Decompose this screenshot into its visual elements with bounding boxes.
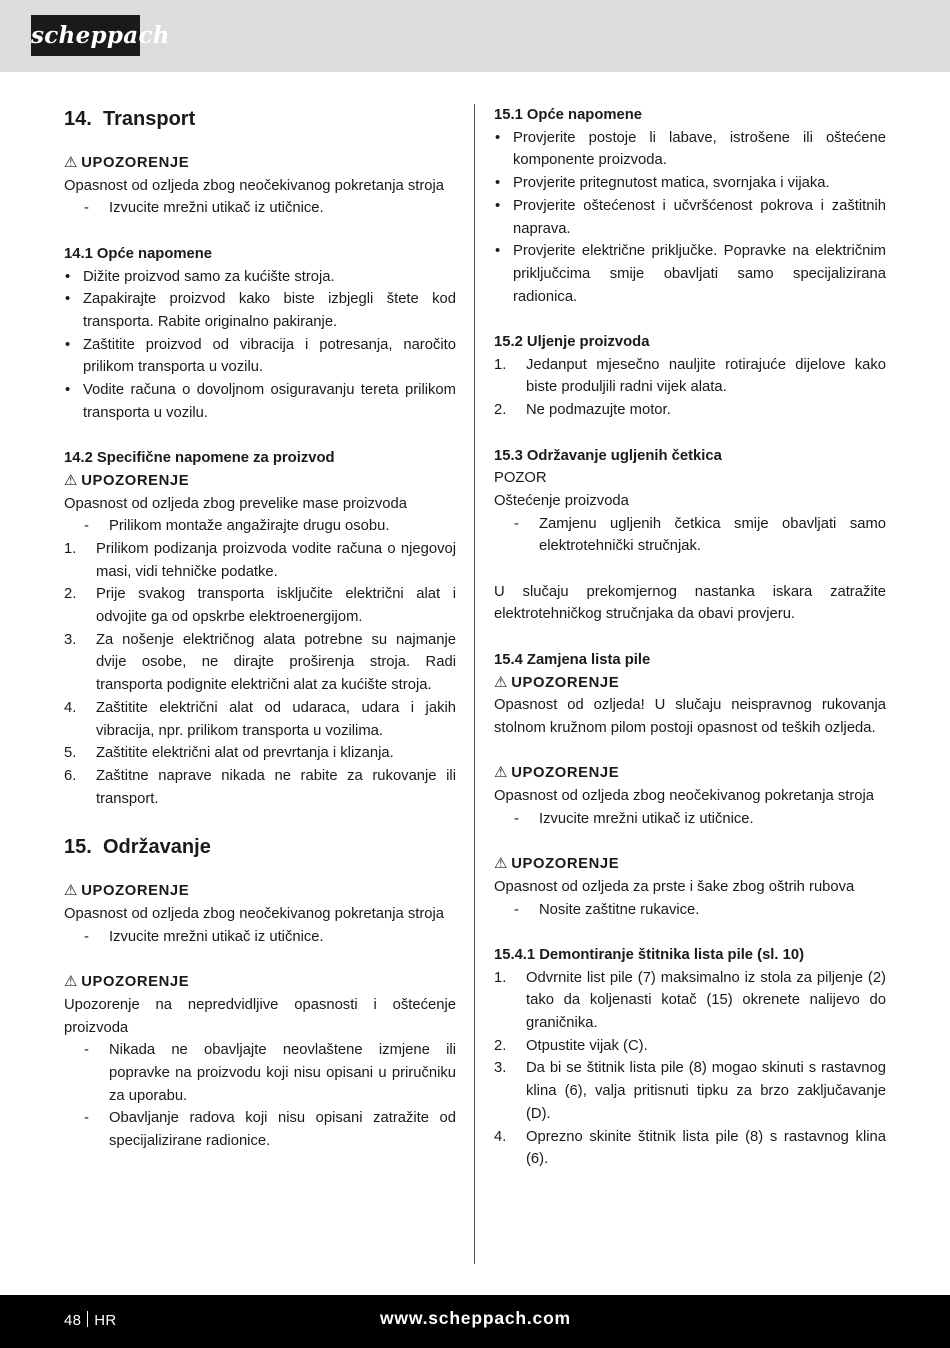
numbered-item xyxy=(64,742,456,765)
caution-text: Oštećenje proizvoda xyxy=(494,492,629,509)
warning-label-text: UPOZORENJE xyxy=(511,765,620,782)
bullet-item: • Provjerite postoje li labave, istrošene ili oštećene komponente proizvoda. xyxy=(494,127,886,172)
warning-text: Upozorenje na nepredvidljive opasnosti i oštećenje proizvoda xyxy=(64,996,456,1036)
item-number: 4. xyxy=(494,1128,507,1145)
section-title-text: Transport xyxy=(103,108,196,130)
warning-label xyxy=(64,971,456,994)
warning-label-text: UPOZORENJE xyxy=(81,974,190,991)
bullet-item: • Provjerite električne priključke. Popravke na električnim priključcima smije obavljati samo specijalizirana radionica. xyxy=(494,240,886,308)
warning-triangle-icon: ⚠ xyxy=(494,765,508,782)
warning-text: Opasnost od ozljeda zbog neočekivanog pokretanja stroja xyxy=(64,177,445,194)
page-number-area xyxy=(64,1311,117,1329)
numbered-item xyxy=(64,765,456,810)
item-text: Otpustite vijak (C). xyxy=(526,1037,648,1054)
language-code: HR xyxy=(94,1312,117,1329)
dash-item: - Zamjenu ugljenih četkica smije obavljati samo elektrotehnički stručnjak. xyxy=(494,513,886,558)
paragraph: U slučaju prekomjernog nastanka iskara zatražite elektrotehničkog stručnjaka da obavi provjeru. xyxy=(494,583,886,623)
subsection-15-1-title: 15.1 Opće napomene xyxy=(494,107,643,123)
item-number: 5. xyxy=(64,745,77,762)
numbered-item xyxy=(64,538,456,583)
page-header xyxy=(0,0,950,72)
website-link[interactable]: www.scheppach.com xyxy=(380,1308,571,1328)
brand-logo: scheppach xyxy=(31,15,140,56)
dash-item: - Obavljanje radova koji nisu opisani zatražite od specijalizirane radionice. xyxy=(64,1107,456,1152)
dash-item: - Nikada ne obavljajte neovlaštene izmjene ili popravke na proizvodu koji nisu opisani u priručniku za uporabu. xyxy=(64,1039,456,1107)
item-number: 3. xyxy=(494,1060,507,1077)
dash-item: - Izvucite mrežni utikač iz utičnice. xyxy=(494,808,886,831)
warning-triangle-icon: ⚠ xyxy=(494,674,508,691)
item-number: 1. xyxy=(494,969,507,986)
bullet-item: • Dižite proizvod samo za kućište stroja. xyxy=(64,266,456,289)
section-14-title xyxy=(64,104,456,134)
item-text: Prilikom podizanja proizvoda vodite računa o njegovoj masi, vidi tehničke podatke. xyxy=(96,540,456,580)
numbered-item xyxy=(64,629,456,697)
column-divider xyxy=(474,104,475,1264)
dash-item: - Izvucite mrežni utikač iz utičnice. xyxy=(64,926,456,949)
warning-label xyxy=(494,672,886,695)
item-number: 2. xyxy=(64,586,77,603)
warning-label-text: UPOZORENJE xyxy=(511,856,620,873)
bullet-item: • Provjerite pritegnutost matica, svornjaka i vijaka. xyxy=(494,172,886,195)
item-text: Za nošenje električnog alata potrebne su najmanje dvije osobe, ne dirajte proširenja stroja. Radi transporta podignite električni alat za kućište stroja. xyxy=(96,631,456,694)
item-text: Da bi se štitnik lista pile (8) mogao skinuti s rastavnog klina (6), valja pritisnuti tipku za brzo zaključavanje (D). xyxy=(526,1060,886,1122)
numbered-item xyxy=(494,1057,886,1125)
item-number: 3. xyxy=(64,631,77,648)
warning-label xyxy=(64,880,456,903)
subsection-14-1-title: 14.1 Opće napomene xyxy=(64,245,213,262)
warning-text: Opasnost od ozljeda! U slučaju neispravnog rukovanja stolnom kružnom pilom postoji opasnost od teških ozljeda. xyxy=(494,697,886,736)
item-text: Ne podmazujte motor. xyxy=(526,402,671,419)
numbered-item xyxy=(64,697,456,742)
warning-label-text: UPOZORENJE xyxy=(81,883,190,900)
warning-label-text: UPOZORENJE xyxy=(511,674,620,691)
item-number: 1. xyxy=(494,356,507,373)
item-number: 6. xyxy=(64,767,77,784)
item-number: 2. xyxy=(494,402,507,419)
warning-label xyxy=(494,762,886,785)
dash-item: - Prilikom montaže angažirajte drugu osobu. xyxy=(64,515,456,538)
warning-triangle-icon: ⚠ xyxy=(494,856,508,873)
numbered-item xyxy=(494,967,886,1035)
numbered-item xyxy=(494,399,886,422)
item-text: Oprezno skinite štitnik lista pile (8) s rastavnog klina (6). xyxy=(526,1128,886,1168)
section-15-title xyxy=(64,832,456,862)
bullet-item: • Zaštitite proizvod od vibracija i potresanja, naročito prilikom transporta u vozilu. xyxy=(64,334,456,379)
dash-item: - Izvucite mrežni utikač iz utičnice. xyxy=(64,197,456,220)
subsection-15-3-title: 15.3 Održavanje ugljenih četkica xyxy=(494,447,722,464)
left-column xyxy=(64,104,456,1153)
numbered-item xyxy=(494,1126,886,1171)
bullet-item: • Vodite računa o dovoljnom osiguravanju tereta prilikom transporta u vozilu. xyxy=(64,379,456,424)
item-text: Zaštitite električni alat od prevrtanja i klizanja. xyxy=(96,745,394,762)
numbered-item xyxy=(494,354,886,399)
warning-text: Opasnost od ozljeda zbog neočekivanog pokretanja stroja xyxy=(494,788,875,805)
numbered-item xyxy=(494,1035,886,1058)
warning-label xyxy=(64,470,456,493)
subsection-15-4-1-title: 15.4.1 Demontiranje štitnika lista pile (sl. 10) xyxy=(494,946,805,963)
subsection-15-4-title: 15.4 Zamjena lista pile xyxy=(494,651,651,668)
bullet-item: • Provjerite oštećenost i učvršćenost pokrova i zaštitnih naprava. xyxy=(494,195,886,240)
item-text: Zaštitne naprave nikada ne rabite za rukovanje ili transport. xyxy=(96,767,456,807)
warning-triangle-icon: ⚠ xyxy=(64,472,78,489)
item-number: 1. xyxy=(64,540,77,557)
item-text: Prije svakog transporta isključite električni alat i odvojite ga od opskrbe elektroenergijom. xyxy=(96,586,456,626)
dash-item: - Nosite zaštitne rukavice. xyxy=(494,899,886,922)
item-text: Odvrnite list pile (7) maksimalno iz stola za piljenje (2) tako da koljenasti kotač (15) okrenete nalijevo do graničnika. xyxy=(526,969,886,1032)
subsection-15-2-title: 15.2 Uljenje proizvoda xyxy=(494,334,650,351)
warning-text: Opasnost od ozljeda za prste i šake zbog oštrih rubova xyxy=(494,878,855,895)
warning-label xyxy=(494,853,886,876)
warning-triangle-icon: ⚠ xyxy=(64,155,78,171)
section-title-text: Održavanje xyxy=(103,836,211,859)
warning-triangle-icon: ⚠ xyxy=(64,974,78,991)
right-column xyxy=(494,104,886,1171)
item-text: Jedanput mjesečno nauljite rotirajuće dijelove kako biste produljili radni vijek alata. xyxy=(526,356,886,396)
footer-separator xyxy=(87,1311,88,1327)
warning-triangle-icon: ⚠ xyxy=(64,883,78,900)
section-number: 15. xyxy=(64,836,92,859)
subsection-14-2-title: 14.2 Specifične napomene za proizvod xyxy=(64,450,335,467)
warning-text: Opasnost od ozljeda zbog neočekivanog pokretanja stroja xyxy=(64,906,445,923)
caution-label: POZOR xyxy=(494,470,547,487)
page-footer xyxy=(0,1295,950,1348)
page-number: 48 xyxy=(64,1312,82,1329)
item-number: 4. xyxy=(64,699,77,716)
item-number: 2. xyxy=(494,1037,507,1054)
warning-text: Opasnost od ozljeda zbog prevelike mase proizvoda xyxy=(64,495,407,512)
warning-label-text: UPOZORENJE xyxy=(81,472,190,489)
bullet-item: • Zapakirajte proizvod kako biste izbjegli štete kod transporta. Rabite originalno pakiranje. xyxy=(64,288,456,333)
section-number: 14. xyxy=(64,108,92,130)
item-text: Zaštitite električni alat od udaraca, udara i jakih vibracija, npr. prilikom transporta u vozilima. xyxy=(96,699,456,739)
warning-label-text: UPOZORENJE xyxy=(81,155,190,171)
warning-label xyxy=(64,152,456,175)
numbered-item xyxy=(64,583,456,628)
